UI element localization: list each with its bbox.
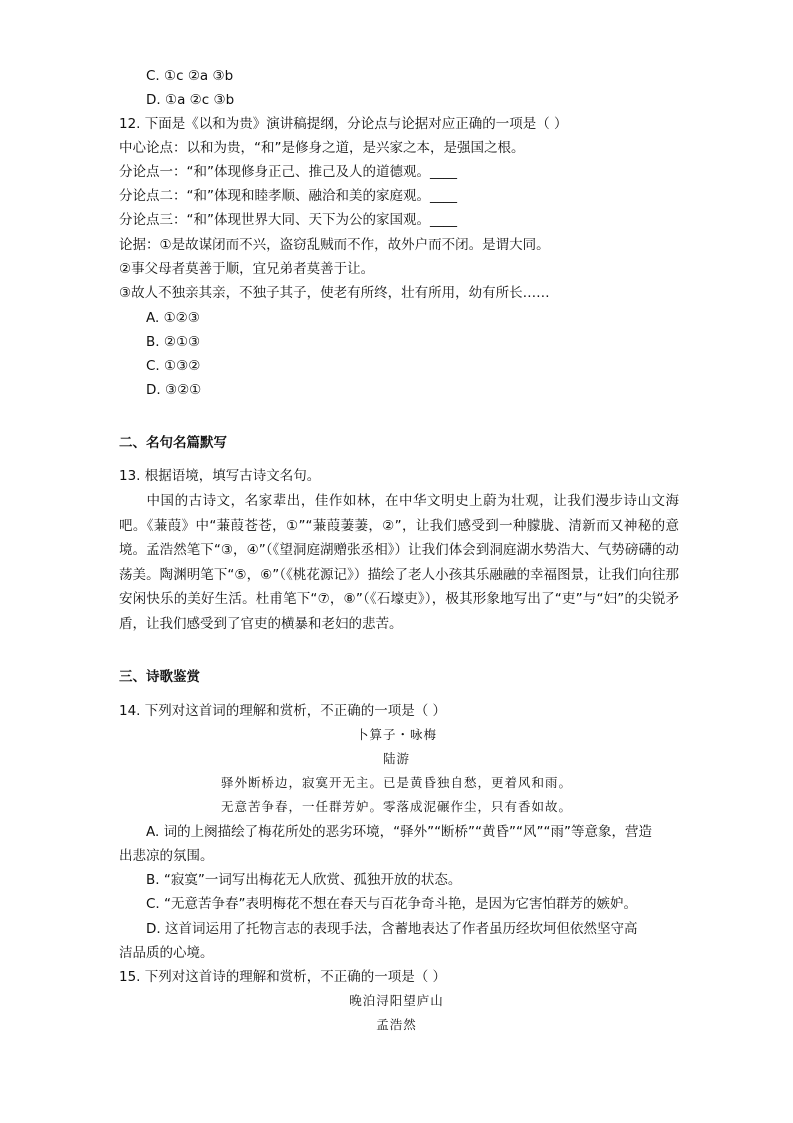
section-2-title: 二、名句名篇默写 <box>119 435 227 451</box>
q12-evidence-2: ②事父母者莫善于顺，宜兄弟者莫善于让。 <box>119 261 375 277</box>
q12-option-b: B. ②①③ <box>146 334 201 350</box>
q14-poem-line-1: 驿外断桥边，寂寞开无主。已是黄昏独自愁，更着风和雨。 <box>220 775 572 790</box>
q12-evidence-3: ③故人不独亲其亲，不独子其子，使老有所终，壮有所用，幼有所长…… <box>119 285 550 301</box>
q12-sub-point-2: 分论点二：“和”体现和睦孝顺、融洽和美的家庭观。____ <box>119 188 457 204</box>
q14-poem-title: 卜算子・咏梅 <box>355 727 437 742</box>
q14-option-a-line-1: A. 词的上阕描绘了梅花所处的恶劣环境，“驿外”“断桥”“黄昏”“风”“雨”等意象，营造 <box>146 824 653 840</box>
q14-poem-author: 陆游 <box>382 751 410 766</box>
q12-central-thesis: 中心论点：以和为贵，“和”是修身之道，是兴家之本，是强国之根。 <box>119 140 525 156</box>
q12-sub-point-3: 分论点三：“和”体现世界大同、天下为公的家国观。____ <box>119 212 457 228</box>
q12-option-a: A. ①②③ <box>146 310 200 326</box>
q15-stem: 15. 下列对这首诗的理解和赏析，不正确的一项是（ ） <box>119 969 447 985</box>
q14-option-b: B. “寂寞”一词写出梅花无人欣赏、孤独开放的状态。 <box>146 872 462 888</box>
q13-paragraph-text: 中国的古诗文，名家辈出，佳作如林，在中华文明史上蔚为壮观，让我们漫步诗山文海吧。《蒹葭》中“蒹葭苍苍，①”“蒹葭萋萋，②”，让我们感受到一种朦胧、清新而又神秘的意境。孟浩然笔下“③，④”（《望洞庭湖赠张丞相》）让我们体会到洞庭湖水势浩大、气势磅礴的动荡美。陶渊明笔下“⑤，⑥”（《桃花源记》）描绘了老人小孩其乐融融的幸福图景，让我们向往那安闲快乐的美好生活。杜甫笔下“⑦，⑧”（《石壕吏》），极其形象地写出了“吏”与“妇”的尖锐矛盾，让我们感受到了官吏的横暴和老妇的悲苦。 <box>119 493 679 632</box>
q15-poem-title: 晚泊浔阳望庐山 <box>349 993 444 1008</box>
q14-poem-line-2: 无意苦争春，一任群芳妒。零落成泥碾作尘，只有香如故。 <box>220 799 572 814</box>
q12-option-c: C. ①③② <box>146 358 201 374</box>
q12-option-d: D. ③②① <box>146 382 202 398</box>
q14-option-a-line-2: 出悲凉的氛围。 <box>119 848 214 864</box>
q14-option-d-line-2: 洁品质的心境。 <box>119 945 214 961</box>
q14-option-d-line-1: D. 这首词运用了托物言志的表现手法，含蓄地表达了作者虽历经坎坷但依然坚守高 <box>146 921 638 937</box>
q13-paragraph <box>119 489 679 636</box>
q14-option-c: C. “无意苦争春”表明梅花不想在春天与百花争奇斗艳，是因为它害怕群芳的嫉妒。 <box>146 896 637 912</box>
q12-sub-point-1: 分论点一：“和”体现修身正己、推己及人的道德观。____ <box>119 164 457 180</box>
q12-evidence-1: 论据：①是故谋闭而不兴，盗窃乱贼而不作，故外户而不闭。是谓大同。 <box>119 237 550 253</box>
q12-stem: 12. 下面是《以和为贵》演讲稿提纲，分论点与论据对应正确的一项是（ ） <box>119 116 568 132</box>
q11-option-d: D. ①a ②c ③b <box>146 92 235 108</box>
section-3-title: 三、诗歌鉴赏 <box>119 669 200 685</box>
q11-option-c: C. ①c ②a ③b <box>146 68 234 84</box>
q13-stem: 13. 根据语境，填写古诗文名句。 <box>119 468 321 484</box>
q14-stem: 14. 下列对这首词的理解和赏析，不正确的一项是（ ） <box>119 703 447 719</box>
q15-poem-author: 孟浩然 <box>376 1017 417 1032</box>
